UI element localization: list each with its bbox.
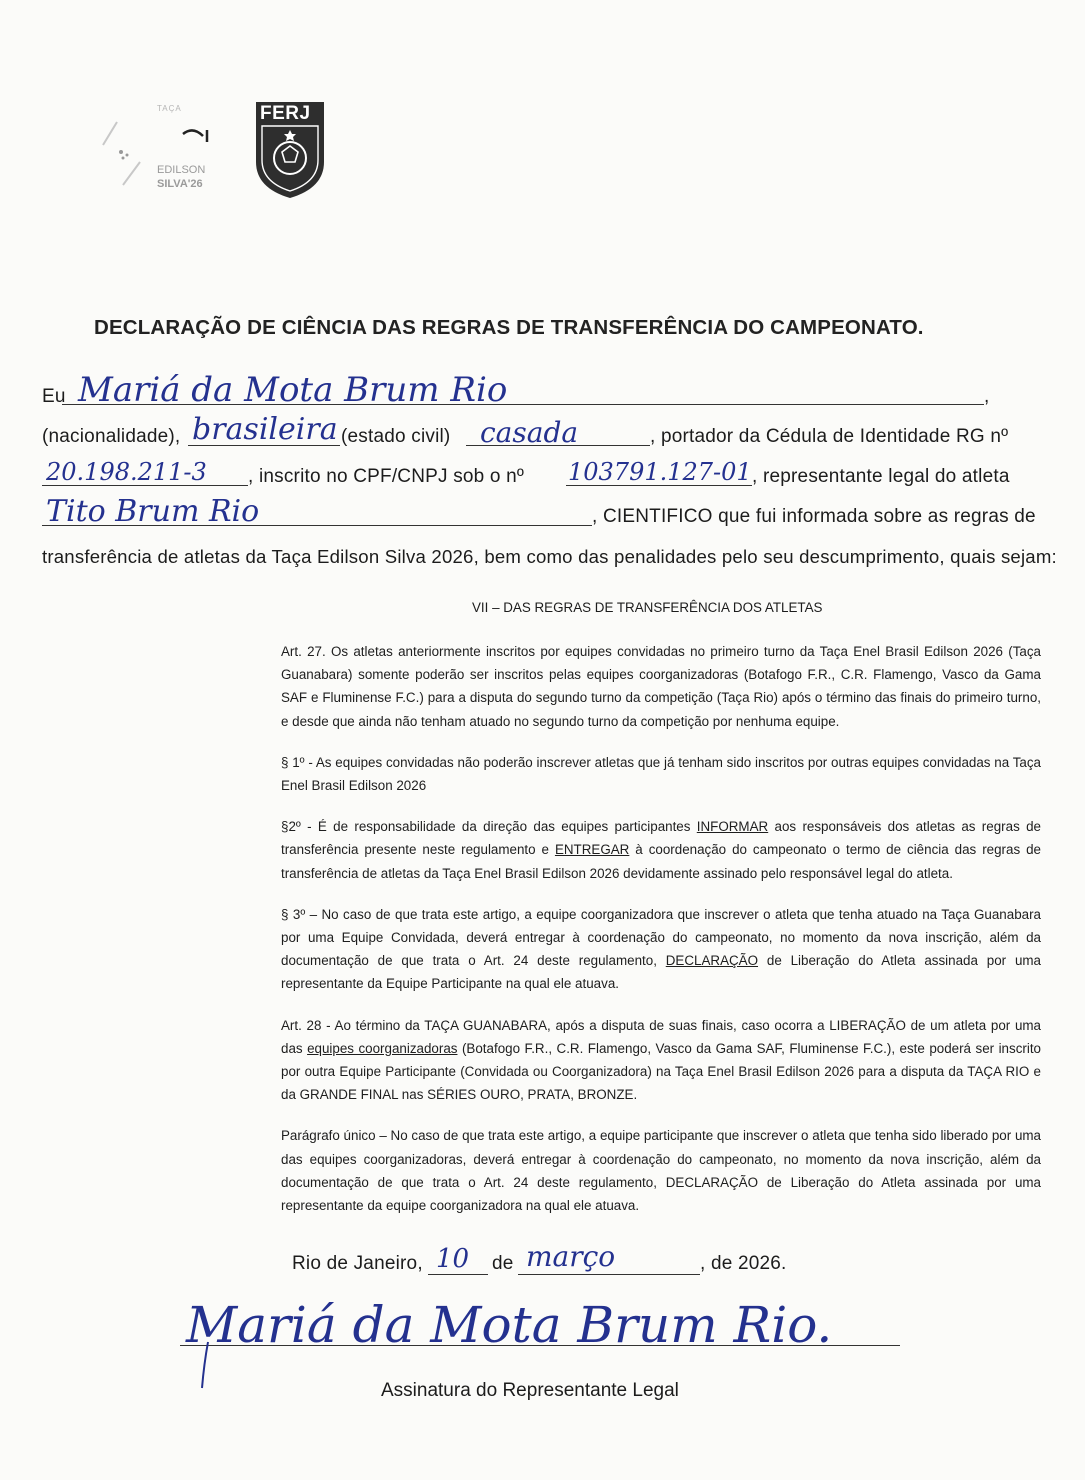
regulation-text — [281, 640, 1041, 1235]
name-handwritten: Mariá da Mota Brum Rio — [78, 370, 508, 410]
art-27: Art. 27. Os atletas anteriormente inscritos por equipes convidadas no primeiro turno da Taça Enel Brasil Edilson 2026 (Taça Guanabara) somente poderão ser inscritos pelas equipes coorganizadoras (Botafogo F.R., C.R. Flamengo, Vasco da Gama SAF e Fluminense F.C.) para a disputa do segundo turno da competição (Taça Rio) após o término das finais do primeiro turno, e desde que ainda não tenham atuado no segundo turno da competição por nenhuma equipe. — [281, 644, 1041, 729]
section-title: VII – DAS REGRAS DE TRANSFERÊNCIA DOS ATLETAS — [472, 600, 823, 615]
signature-stroke-icon — [196, 1340, 216, 1392]
logo-text-silva: SILVA'26 — [157, 178, 203, 190]
logo-text-taca: TAÇA — [157, 104, 182, 113]
eu-label: Eu — [42, 386, 66, 407]
date-prefix: Rio de Janeiro, — [292, 1253, 423, 1274]
month-line — [518, 1274, 700, 1275]
signature-label: Assinatura do Representante Legal — [381, 1380, 679, 1401]
estado-civil-label: (estado civil) — [341, 426, 451, 447]
date-de: de — [492, 1253, 514, 1274]
paragraph-3: § 3º – No caso de que trata este artigo, a equipe coorganizadora que inscrever o atleta que tenha atuado na Taça Guanabara por uma Equipe Convidada, deverá entregar à coordenação do campeonato, no momento da nova inscrição, além da documentação de que trata o Art. 24 deste regulamento, DECLARAÇÃO de Liberação do Atleta assinada por uma representante da Equipe Participante na qual ele atuava. — [281, 906, 1041, 992]
cpf-handwritten: 103791.127-01 — [568, 458, 752, 486]
date-suffix: , de 2026. — [700, 1253, 787, 1274]
nacionalidade-handwritten: brasileira — [192, 412, 338, 447]
representante-text: , representante legal do atleta — [752, 466, 1010, 487]
atleta-handwritten: Tito Brum Rio — [46, 494, 260, 529]
name-end-comma: , — [984, 386, 990, 407]
month-handwritten: março — [526, 1240, 616, 1273]
ferj-logo-text: FERJ — [260, 103, 311, 124]
ferj-logo — [254, 100, 326, 200]
rg-handwritten: 20.198.211-3 — [46, 458, 207, 486]
estado-civil-handwritten: casada — [480, 416, 579, 449]
nacionalidade-label: (nacionalidade), — [42, 426, 181, 447]
paragraph-1: § 1º - As equipes convidadas não poderão inscrever atletas que já tenham sido inscritos por outras equipes convidadas na Taça Enel Brasil Edilson 2026 — [281, 754, 1041, 794]
edilson-logo-icon — [95, 100, 235, 210]
cientifico-text: , CIENTIFICO que fui informada sobre as regras de — [592, 506, 1036, 527]
page-title: DECLARAÇÃO DE CIÊNCIA DAS REGRAS DE TRANSFERÊNCIA DO CAMPEONATO. — [94, 316, 924, 339]
paragraph-2: §2º - É de responsabilidade da direção das equipes participantes INFORMAR aos responsáveis dos atletas as regras de transferência presente neste regulamento e ENTREGAR à coordenação do campeonato o termo de ciência das regras de transferência de atletas da Taça Enel Brasil Edilson 2026 devidamente assinado pelo responsável legal do atleta. — [281, 819, 1041, 881]
art-28: Art. 28 - Ao término da TAÇA GUANABARA, após a disputa de suas finais, caso ocorra a LIBERAÇÃO de um atleta por uma das equipes coorganizadoras (Botafogo F.R., C.R. Flamengo, Vasco da Gama SAF, Fluminense F.C.), este poderá ser inscrito por outra Equipe Participante (Convidada ou Coorganizadora) na Taça Enel Brasil Edilson 2026 para a disputa da TAÇA RIO e da GRANDE FINAL nas SÉRIES OURO, PRATA, BRONZE. — [281, 1017, 1041, 1103]
taca-edilson-silva-logo — [95, 100, 235, 210]
portador-text: , portador da Cédula de Identidade RG nº — [650, 426, 1009, 447]
day-line — [428, 1274, 488, 1275]
paragrafo-unico: Parágrafo único – No caso de que trata este artigo, a equipe participante que inscrever o atleta que tenha sido liberado por uma das equipes coorganizadoras, deverá entregar à coordenação do campeonato, no momento da nova inscrição, além da documentação de que trata o Art. 24 deste regulamento, DECLARAÇÃO de Liberação do Atleta assinada por uma representante da equipe coorganizadora na qual ele atuava. — [281, 1128, 1041, 1214]
cpf-label-text: , inscrito no CPF/CNPJ sob o nº — [248, 466, 525, 487]
transferencia-text: transferência de atletas da Taça Edilson Silva 2026, bem como das penalidades pelo seu descumprimento, quais sejam: — [42, 546, 1057, 567]
signature-handwritten: Mariá da Mota Brum Rio. — [186, 1296, 833, 1354]
day-handwritten: 10 — [436, 1244, 470, 1274]
logo-text-edilson: EDILSON — [157, 164, 206, 176]
